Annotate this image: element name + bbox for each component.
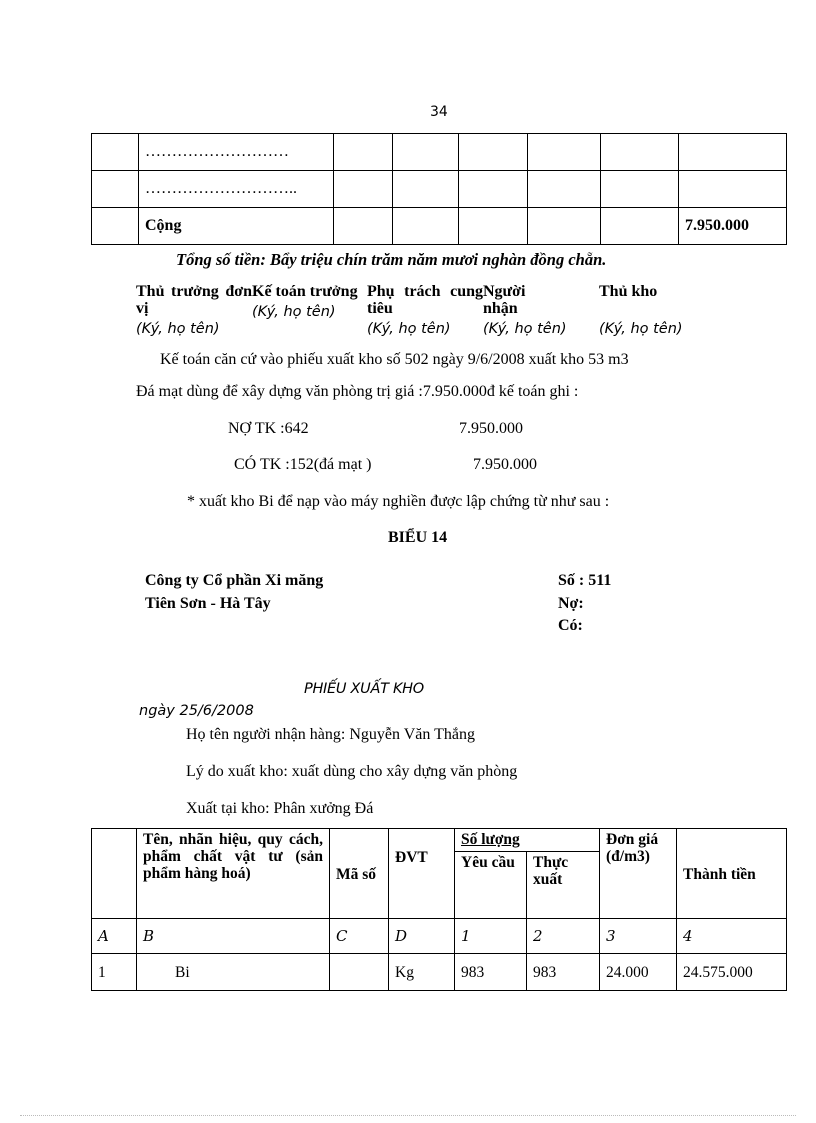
table-row <box>92 208 787 245</box>
header-actual: Thực xuất <box>527 852 600 919</box>
signature-unit-head <box>136 283 252 338</box>
row-number: 1 <box>92 954 137 991</box>
code-cell: A <box>92 919 137 954</box>
paragraph-1: Kế toán căn cứ vào phiếu xuất kho số 502 ngày 9/6/2008 xuất kho 53 m3 <box>160 351 629 368</box>
signature-note: (Ký, họ tên) <box>483 321 567 337</box>
header-price: Đơn giá (đ/m3) <box>600 829 677 919</box>
signature-note: (Ký, họ tên) <box>599 321 683 337</box>
item-code <box>330 954 389 991</box>
item-cell: ……………………… <box>139 134 334 171</box>
credit-amount: 7.950.000 <box>473 456 537 473</box>
paragraph-3: * xuất kho Bi để nạp vào máy nghiền được lập chứng từ như sau : <box>187 493 610 510</box>
header-name: Tên, nhãn hiệu, quy cách, phẩm chất vật tư (sản phẩm hàng hoá) <box>137 829 330 919</box>
signature-receiver <box>483 283 567 338</box>
page-number: 34 <box>430 104 448 120</box>
sum-total-cell: 7.950.000 <box>679 208 787 245</box>
voucher-debit: Nợ: <box>558 595 584 612</box>
item-requested: 983 <box>455 954 527 991</box>
total-in-words: Tổng số tiền: Bẩy triệu chín trăm năm mươi nghàn đồng chẵn. <box>176 250 607 269</box>
item-actual: 983 <box>527 954 600 991</box>
table-row <box>92 171 787 208</box>
table-row <box>92 134 787 171</box>
header-unit: ĐVT <box>389 829 455 919</box>
signature-note: (Ký, họ tên) <box>367 321 451 337</box>
table-row <box>92 954 787 991</box>
warehouse-line: Xuất tại kho: Phân xưởng Đá <box>186 800 374 817</box>
header-quantity: Số lượng <box>455 829 600 852</box>
credit-label: CÓ TK :152(đá mạt ) <box>234 456 372 473</box>
signature-title: Người nhận <box>483 283 526 317</box>
signature-title: Thủ kho <box>599 283 658 300</box>
code-cell: 1 <box>455 919 527 954</box>
item-price: 24.000 <box>600 954 677 991</box>
top-table <box>91 133 787 245</box>
item-unit: Kg <box>389 954 455 991</box>
signature-supply <box>367 283 483 338</box>
code-cell: C <box>330 919 389 954</box>
total-cell <box>679 171 787 208</box>
slip-date: ngày 25/6/2008 <box>139 703 254 719</box>
table-row <box>92 919 787 954</box>
signature-title: Kế toán trưởng <box>252 283 358 300</box>
sum-label-cell: Cộng <box>139 208 334 245</box>
code-cell: B <box>137 919 330 954</box>
debit-label: NỢ TK :642 <box>228 420 309 437</box>
code-cell: 3 <box>600 919 677 954</box>
voucher-credit: Có: <box>558 617 583 634</box>
voucher-number: Số : 511 <box>558 572 612 589</box>
header-requested: Yêu cầu <box>455 852 527 919</box>
item-cell: ……………………….. <box>139 171 334 208</box>
bieu-title: BIỂU 14 <box>388 529 448 546</box>
table-header-row <box>92 829 787 852</box>
signature-note: (Ký, họ tên) <box>136 321 220 337</box>
company-name: Công ty Cổ phần Xi măng <box>145 572 324 589</box>
receiver-line: Họ tên người nhận hàng: Nguyễn Văn Thắng <box>186 726 475 743</box>
paragraph-2: Đá mạt dùng để xây dựng văn phòng trị giá :7.950.000đ kế toán ghi : <box>136 383 579 400</box>
item-name: Bi <box>137 954 330 991</box>
signature-chief-accountant <box>252 283 368 321</box>
debit-amount: 7.950.000 <box>459 420 523 437</box>
slip-table <box>91 828 787 991</box>
code-cell: D <box>389 919 455 954</box>
signature-note: (Ký, họ tên) <box>252 304 336 320</box>
reason-line: Lý do xuất kho: xuất dùng cho xây dựng văn phòng <box>186 763 518 780</box>
item-amount: 24.575.000 <box>677 954 787 991</box>
total-cell <box>679 134 787 171</box>
footer-divider <box>20 1115 796 1116</box>
slip-title: PHIẾU XUẤT KHO <box>304 681 424 697</box>
code-cell: 2 <box>527 919 600 954</box>
code-cell: 4 <box>677 919 787 954</box>
signature-title: Phụ trách cung tiêu <box>367 283 483 317</box>
signature-storekeeper <box>599 283 715 338</box>
company-location: Tiên Sơn - Hà Tây <box>145 595 271 612</box>
signature-title: Thủ trưởng đơn vị <box>136 283 252 317</box>
header-amount: Thành tiền <box>677 829 787 919</box>
header-code: Mã số <box>330 829 389 919</box>
